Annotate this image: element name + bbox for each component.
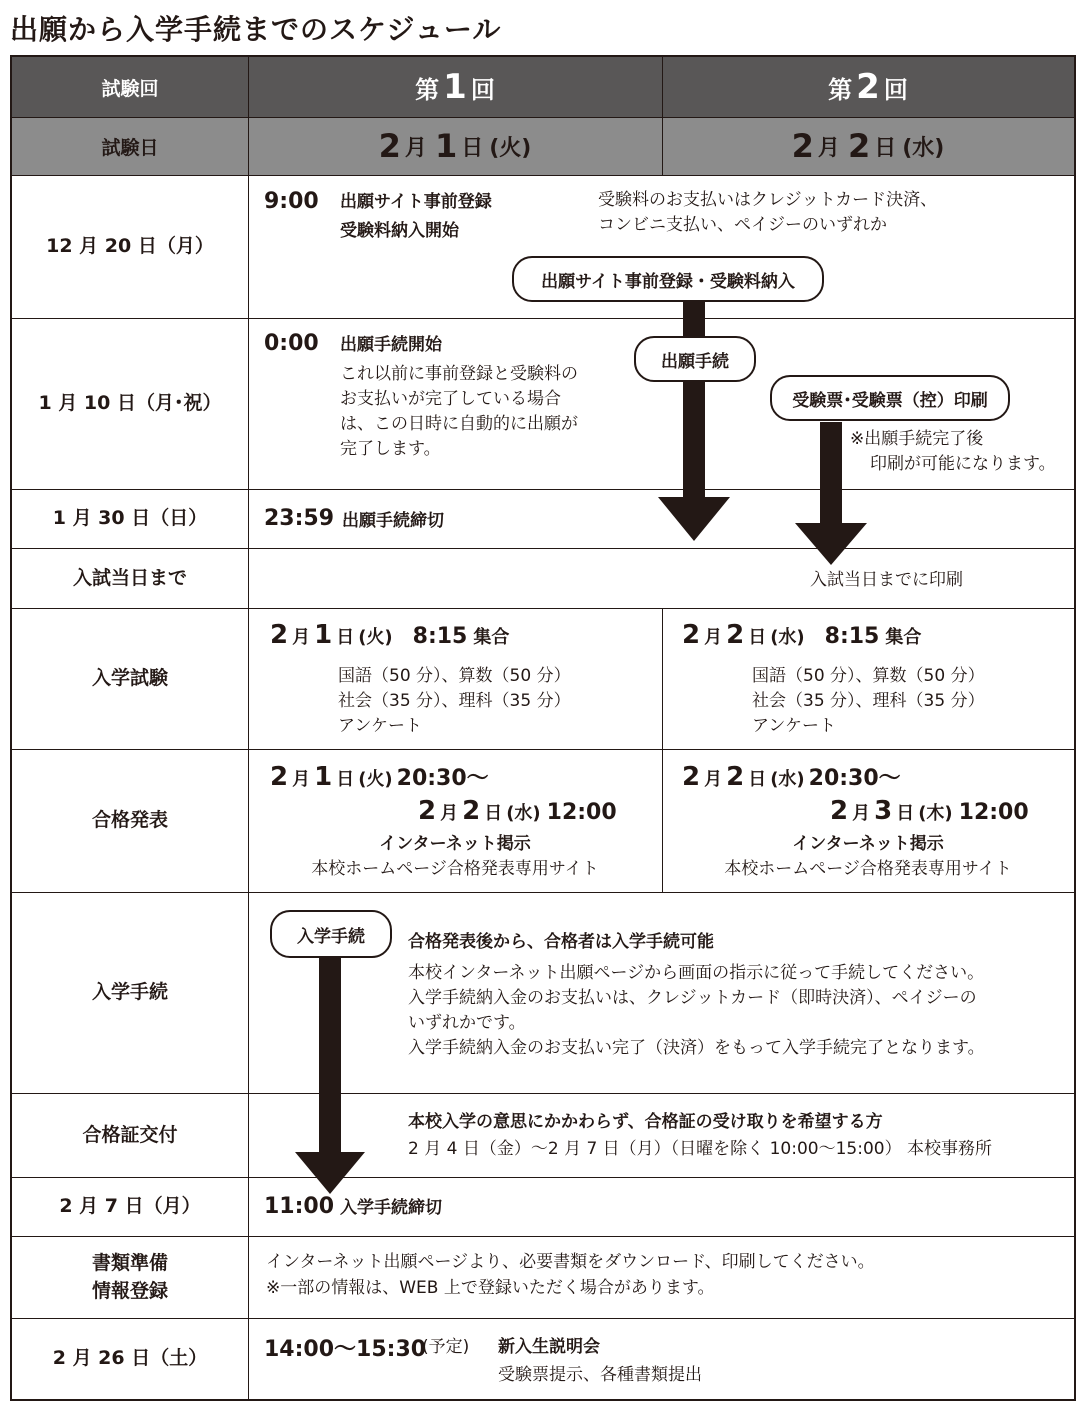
row-label-certificate: 合格証交付	[82, 1123, 178, 1146]
results-2-web: インターネット掲示	[792, 834, 944, 854]
apply-arrow-head	[658, 497, 730, 541]
exam-date-2: 2 月 2 日 (水)	[791, 127, 945, 165]
event-fee-payment: 受験料納入開始	[340, 221, 459, 241]
exam-2-datetime: 2 月 2 日 (水) 8:15 集合	[682, 620, 922, 650]
time-application-deadline: 23:59	[264, 506, 335, 531]
results-1-start: 2 月 1 日 (火) 20:30～	[270, 762, 489, 792]
row-label-documents: 書類準備 情報登録	[91, 1251, 168, 1302]
print-deadline-note: 入試当日までに印刷	[810, 570, 963, 590]
header-column-divider	[662, 57, 663, 175]
enrollment-heading: 合格発表後から、合格者は入学手続可能	[408, 932, 714, 952]
enrollment-line1: 本校インターネット出願ページから画面の指示に従って手続してください。	[408, 963, 985, 983]
enrollment-line4: 入学手続納入金のお支払い完了（決済）をもって入学手続完了となります。	[408, 1038, 985, 1058]
orientation-detail: 受験票提示、各種書類提出	[498, 1365, 702, 1385]
exam-1-datetime: 2 月 1 日 (火) 8:15 集合	[270, 620, 510, 650]
application-desc-3: は、この日時に自動的に出願が	[340, 414, 578, 434]
exam-2-survey: アンケート	[752, 716, 836, 736]
documents-line2: ※一部の情報は、WEB 上で登録いただく場合があります。	[266, 1278, 715, 1298]
event-application-deadline: 出願手続締切	[342, 511, 444, 531]
label-column-divider	[248, 57, 249, 1399]
print-note-line1: ※出願手続完了後	[850, 429, 984, 449]
schedule-table	[10, 55, 1076, 1401]
orientation-tentative: (予定)	[422, 1337, 470, 1357]
round-label: 試験回	[101, 77, 159, 100]
payment-note-line2: コンビニ支払い、ペイジーのいずれか	[598, 215, 887, 235]
exam-date-1: 2 月 1 日 (火)	[378, 127, 532, 165]
exam-1-subjects-1: 国語（50 分）、算数（50 分）	[338, 666, 571, 686]
row-label-jan10: 1 月 10 日（月･祝）	[38, 392, 222, 415]
apply-arrow-shaft	[683, 301, 705, 501]
time-orientation: 14:00～15:30	[264, 1337, 427, 1362]
exam-date-label: 試験日	[101, 136, 159, 159]
round2-header: 第 2 回	[828, 67, 908, 107]
print-ticket-pill: 受験票･受験票（控）印刷	[770, 375, 1010, 421]
exam-2-subjects-1: 国語（50 分）、算数（50 分）	[752, 666, 985, 686]
results-1-web: インターネット掲示	[379, 834, 531, 854]
row-label-exam: 入学試験	[91, 667, 168, 690]
results-1-site: 本校ホームページ合格発表専用サイト	[311, 859, 599, 879]
documents-line1: インターネット出願ページより、必要書類をダウンロード、印刷してください。	[266, 1252, 875, 1272]
print-note-line2: 印刷が可能になります。	[870, 454, 1056, 474]
row-label-jan30: 1 月 30 日（日）	[52, 507, 208, 530]
results-2-site: 本校ホームページ合格発表専用サイト	[724, 859, 1012, 879]
event-orientation: 新入生説明会	[498, 1337, 600, 1357]
row-label-feb26: 2 月 26 日（土）	[52, 1347, 208, 1370]
pre-registration-pill: 出願サイト事前登録・受験料納入	[512, 256, 824, 302]
exam-2-subjects-2: 社会（35 分）、理科（35 分）	[752, 691, 985, 711]
application-pill: 出願手続	[634, 336, 756, 382]
page-title: 出願から入学手続までのスケジュール	[10, 13, 502, 46]
enrollment-line2: 入学手続納入金のお支払いは、クレジットカード（即時決済）、ペイジーの	[408, 988, 977, 1008]
time-application-open: 0:00	[264, 331, 319, 356]
event-enrollment-deadline: 入学手続締切	[340, 1198, 442, 1218]
time-pre-registration: 9:00	[264, 189, 319, 214]
application-desc-4: 完了します。	[340, 439, 441, 459]
row-label-until-exam: 入試当日まで	[72, 566, 187, 589]
enroll-arrow-shaft	[319, 947, 341, 1157]
row-label-feb7: 2 月 7 日（月）	[59, 1195, 201, 1218]
divider	[12, 117, 1074, 118]
row-label-results: 合格発表	[91, 809, 168, 832]
enrollment-pill: 入学手続	[270, 910, 392, 958]
certificate-heading: 本校入学の意思にかかわらず、合格証の受け取りを希望する方	[408, 1112, 883, 1132]
event-application-open: 出願手続開始	[340, 335, 442, 355]
enroll-arrow-head	[295, 1152, 365, 1194]
exam-1-subjects-2: 社会（35 分）、理科（35 分）	[338, 691, 571, 711]
results-1-end: 2 月 2 日 (水) 12:00	[418, 796, 617, 826]
exam-1-survey: アンケート	[338, 716, 422, 736]
enrollment-line3: いずれかです。	[408, 1013, 526, 1033]
event-pre-registration: 出願サイト事前登録	[340, 192, 492, 212]
row-label-enrollment: 入学手続	[91, 981, 168, 1004]
payment-note-line1: 受験料のお支払いはクレジットカード決済、	[598, 190, 938, 210]
row-label-dec20: 12 月 20 日（月）	[46, 235, 214, 258]
application-desc-2: お支払いが完了している場合	[340, 389, 561, 409]
time-enrollment-deadline: 11:00	[264, 1194, 335, 1219]
results-2-end: 2 月 3 日 (木) 12:00	[830, 796, 1029, 826]
application-desc-1: これ以前に事前登録と受験料の	[340, 364, 578, 384]
round1-header: 第 1 回	[415, 67, 495, 107]
print-arrow-head	[795, 523, 867, 565]
certificate-schedule: 2 月 4 日（金）～2 月 7 日（月）（日曜を除く 10:00～15:00） 本校事務所	[408, 1139, 992, 1159]
results-2-start: 2 月 2 日 (水) 20:30～	[682, 762, 901, 792]
print-arrow-shaft	[820, 422, 842, 527]
